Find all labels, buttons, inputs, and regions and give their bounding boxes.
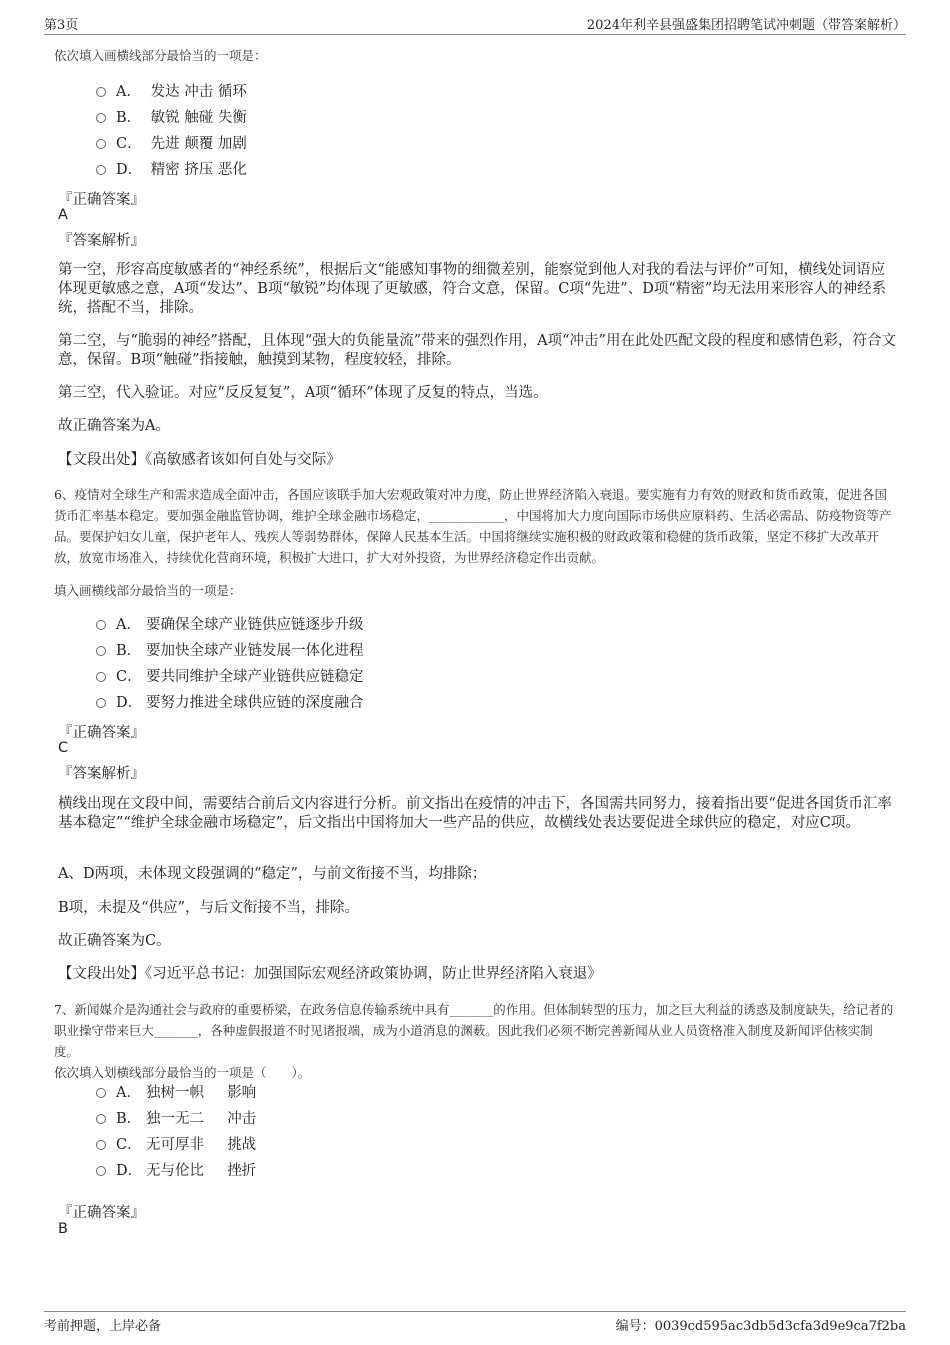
q6-answer: C <box>58 740 69 756</box>
q6-source: 【文段出处】《习近平总书记：加强国际宏观经济政策协调，防止世界经济陷入衰退》 <box>58 966 602 982</box>
q5-option-a[interactable]: A． 发达 冲击 循环 <box>96 82 247 102</box>
radio-icon[interactable] <box>96 672 106 682</box>
q7-answer: B <box>58 1221 68 1237</box>
radio-icon[interactable] <box>96 87 106 97</box>
document-title: 2024年利辛县强盛集团招聘笔试冲刺题（带答案解析） <box>586 18 906 33</box>
q6-option-c[interactable]: C． 要共同维护全球产业链供应链稳定 <box>96 667 364 687</box>
q6-analysis-p1: 横线出现在文段中间，需要结合前后文内容进行分析。前文指出在疫情的冲击下，各国需共同努力，接着指出要“促进各国货币汇率基本稳定”“维护全球金融市场稳定”，后文指出中国将加大一些产品的供应，故横线处表达要促进全球供应的稳定，对应C项。 <box>58 796 892 831</box>
q5-option-b[interactable]: B． 敏锐 触碰 失衡 <box>96 108 247 128</box>
radio-icon[interactable] <box>96 1166 106 1176</box>
q7-instruction: 依次填入划横线部分最恰当的一项是（ ）。 <box>54 1065 311 1080</box>
q6-analysis-p3: B项，未提及“供应”，与后文衔接不当，排除。 <box>58 900 359 916</box>
q6-answer-label: 『正确答案』 <box>58 725 145 741</box>
q5-option-d[interactable]: D． 精密 挤压 恶化 <box>96 160 247 180</box>
radio-icon[interactable] <box>96 646 106 656</box>
q5-analysis-p4: 故正确答案为A。 <box>58 418 170 434</box>
q6-option-d[interactable]: D． 要努力推进全球供应链的深度融合 <box>96 693 364 713</box>
q5-analysis-p2: 第二空，与“脆弱的神经”搭配，且体现“强大的负能量流”带来的强烈作用，A项“冲击”用在此处匹配文段的程度和感情色彩，符合文意，保留。B项“触碰”指接触，触摸到某物，程度较轻，排除。 <box>58 333 896 368</box>
q5-answer: A <box>58 207 68 223</box>
q5-analysis-p1: 第一空，形容高度敏感者的“神经系统”，根据后文“能感知事物的细微差别，能察觉到他人对我的看法与评价”可知，横线处词语应体现更敏感之意，A项“发达”、B项“敏锐”均体现了更敏感，符合文意，保留。C项“先进”、D项“精密”均无法用来形容人的神经系统，搭配不当，排除。 <box>58 262 887 316</box>
radio-icon[interactable] <box>96 1114 106 1124</box>
q6-option-a[interactable]: A． 要确保全球产业链供应链逐步升级 <box>96 615 364 635</box>
page-header <box>44 12 906 35</box>
q5-answer-label: 『正确答案』 <box>58 192 145 208</box>
q7-answer-label: 『正确答案』 <box>58 1205 145 1221</box>
radio-icon[interactable] <box>96 1140 106 1150</box>
q5-analysis-p3: 第三空，代入验证。对应“反反复复”，A项“循环”体现了反复的特点，当选。 <box>58 385 548 401</box>
radio-icon[interactable] <box>96 113 106 123</box>
page-footer <box>44 1311 906 1334</box>
footer-slogan: 考前押题，上岸必备 <box>44 1319 162 1334</box>
document-id: 编号：0039cd595ac3db5d3cfa3d9e9ca7f2ba <box>615 1319 906 1334</box>
q7-option-b[interactable]: B． 独一无二 冲击 <box>96 1109 256 1129</box>
q6-instruction: 填入画横线部分最恰当的一项是： <box>54 583 242 598</box>
q7-option-d[interactable]: D． 无与伦比 挫折 <box>96 1161 256 1181</box>
q7-option-c[interactable]: C． 无可厚非 挑战 <box>96 1135 256 1155</box>
radio-icon[interactable] <box>96 1088 106 1098</box>
radio-icon[interactable] <box>96 139 106 149</box>
q5-instruction: 依次填入画横线部分最恰当的一项是： <box>54 48 267 63</box>
q5-analysis-label: 『答案解析』 <box>58 233 145 249</box>
q7-option-a[interactable]: A． 独树一帜 影响 <box>96 1083 256 1103</box>
page-number: 第3页 <box>44 18 79 33</box>
q7-stem: 7、新闻媒介是沟通社会与政府的重要桥梁，在政务信息传输系统中具有_______的作用。但体制转型的压力，加之巨大利益的诱惑及制度缺失，给记者的职业操守带来巨大_______，各种虚假报道不时见诸报端，成为小道消息的渊薮。因此我们必须不断完善新闻从业人员资格准入制度及新闻评估核实制度。 <box>54 1002 894 1059</box>
q6-analysis-p2: A、D两项，未体现文段强调的“稳定”，与前文衔接不当，均排除； <box>58 866 487 882</box>
q6-analysis-p4: 故正确答案为C。 <box>58 933 171 949</box>
radio-icon[interactable] <box>96 698 106 708</box>
q5-source: 【文段出处】《高敏感者该如何自处与交际》 <box>58 452 341 468</box>
q6-stem: 6、疫情对全球生产和需求造成全面冲击，各国应该联手加大宏观政策对冲力度，防止世界经济陷入衰退。要实施有力有效的财政和货币政策，促进各国货币汇率基本稳定。要加强金融监管协调，维护全球金融市场稳定，____________，中国将加大力度向国际市场供应原料药、生活必需品、防疫物资等产品。要保护妇女儿童，保护老年人、残疾人等弱势群体，保障人民基本生活。中国将继续实施积极的财政政策和稳健的货币政策，坚定不移扩大改革开放，放宽市场准入，持续优化营商环境，积极扩大进口，扩大对外投资，为世界经济稳定作出贡献。 <box>54 487 892 565</box>
q6-option-b[interactable]: B． 要加快全球产业链发展一体化进程 <box>96 641 364 661</box>
radio-icon[interactable] <box>96 165 106 175</box>
radio-icon[interactable] <box>96 620 106 630</box>
q5-option-c[interactable]: C． 先进 颠覆 加剧 <box>96 134 247 154</box>
q6-analysis-label: 『答案解析』 <box>58 766 145 782</box>
